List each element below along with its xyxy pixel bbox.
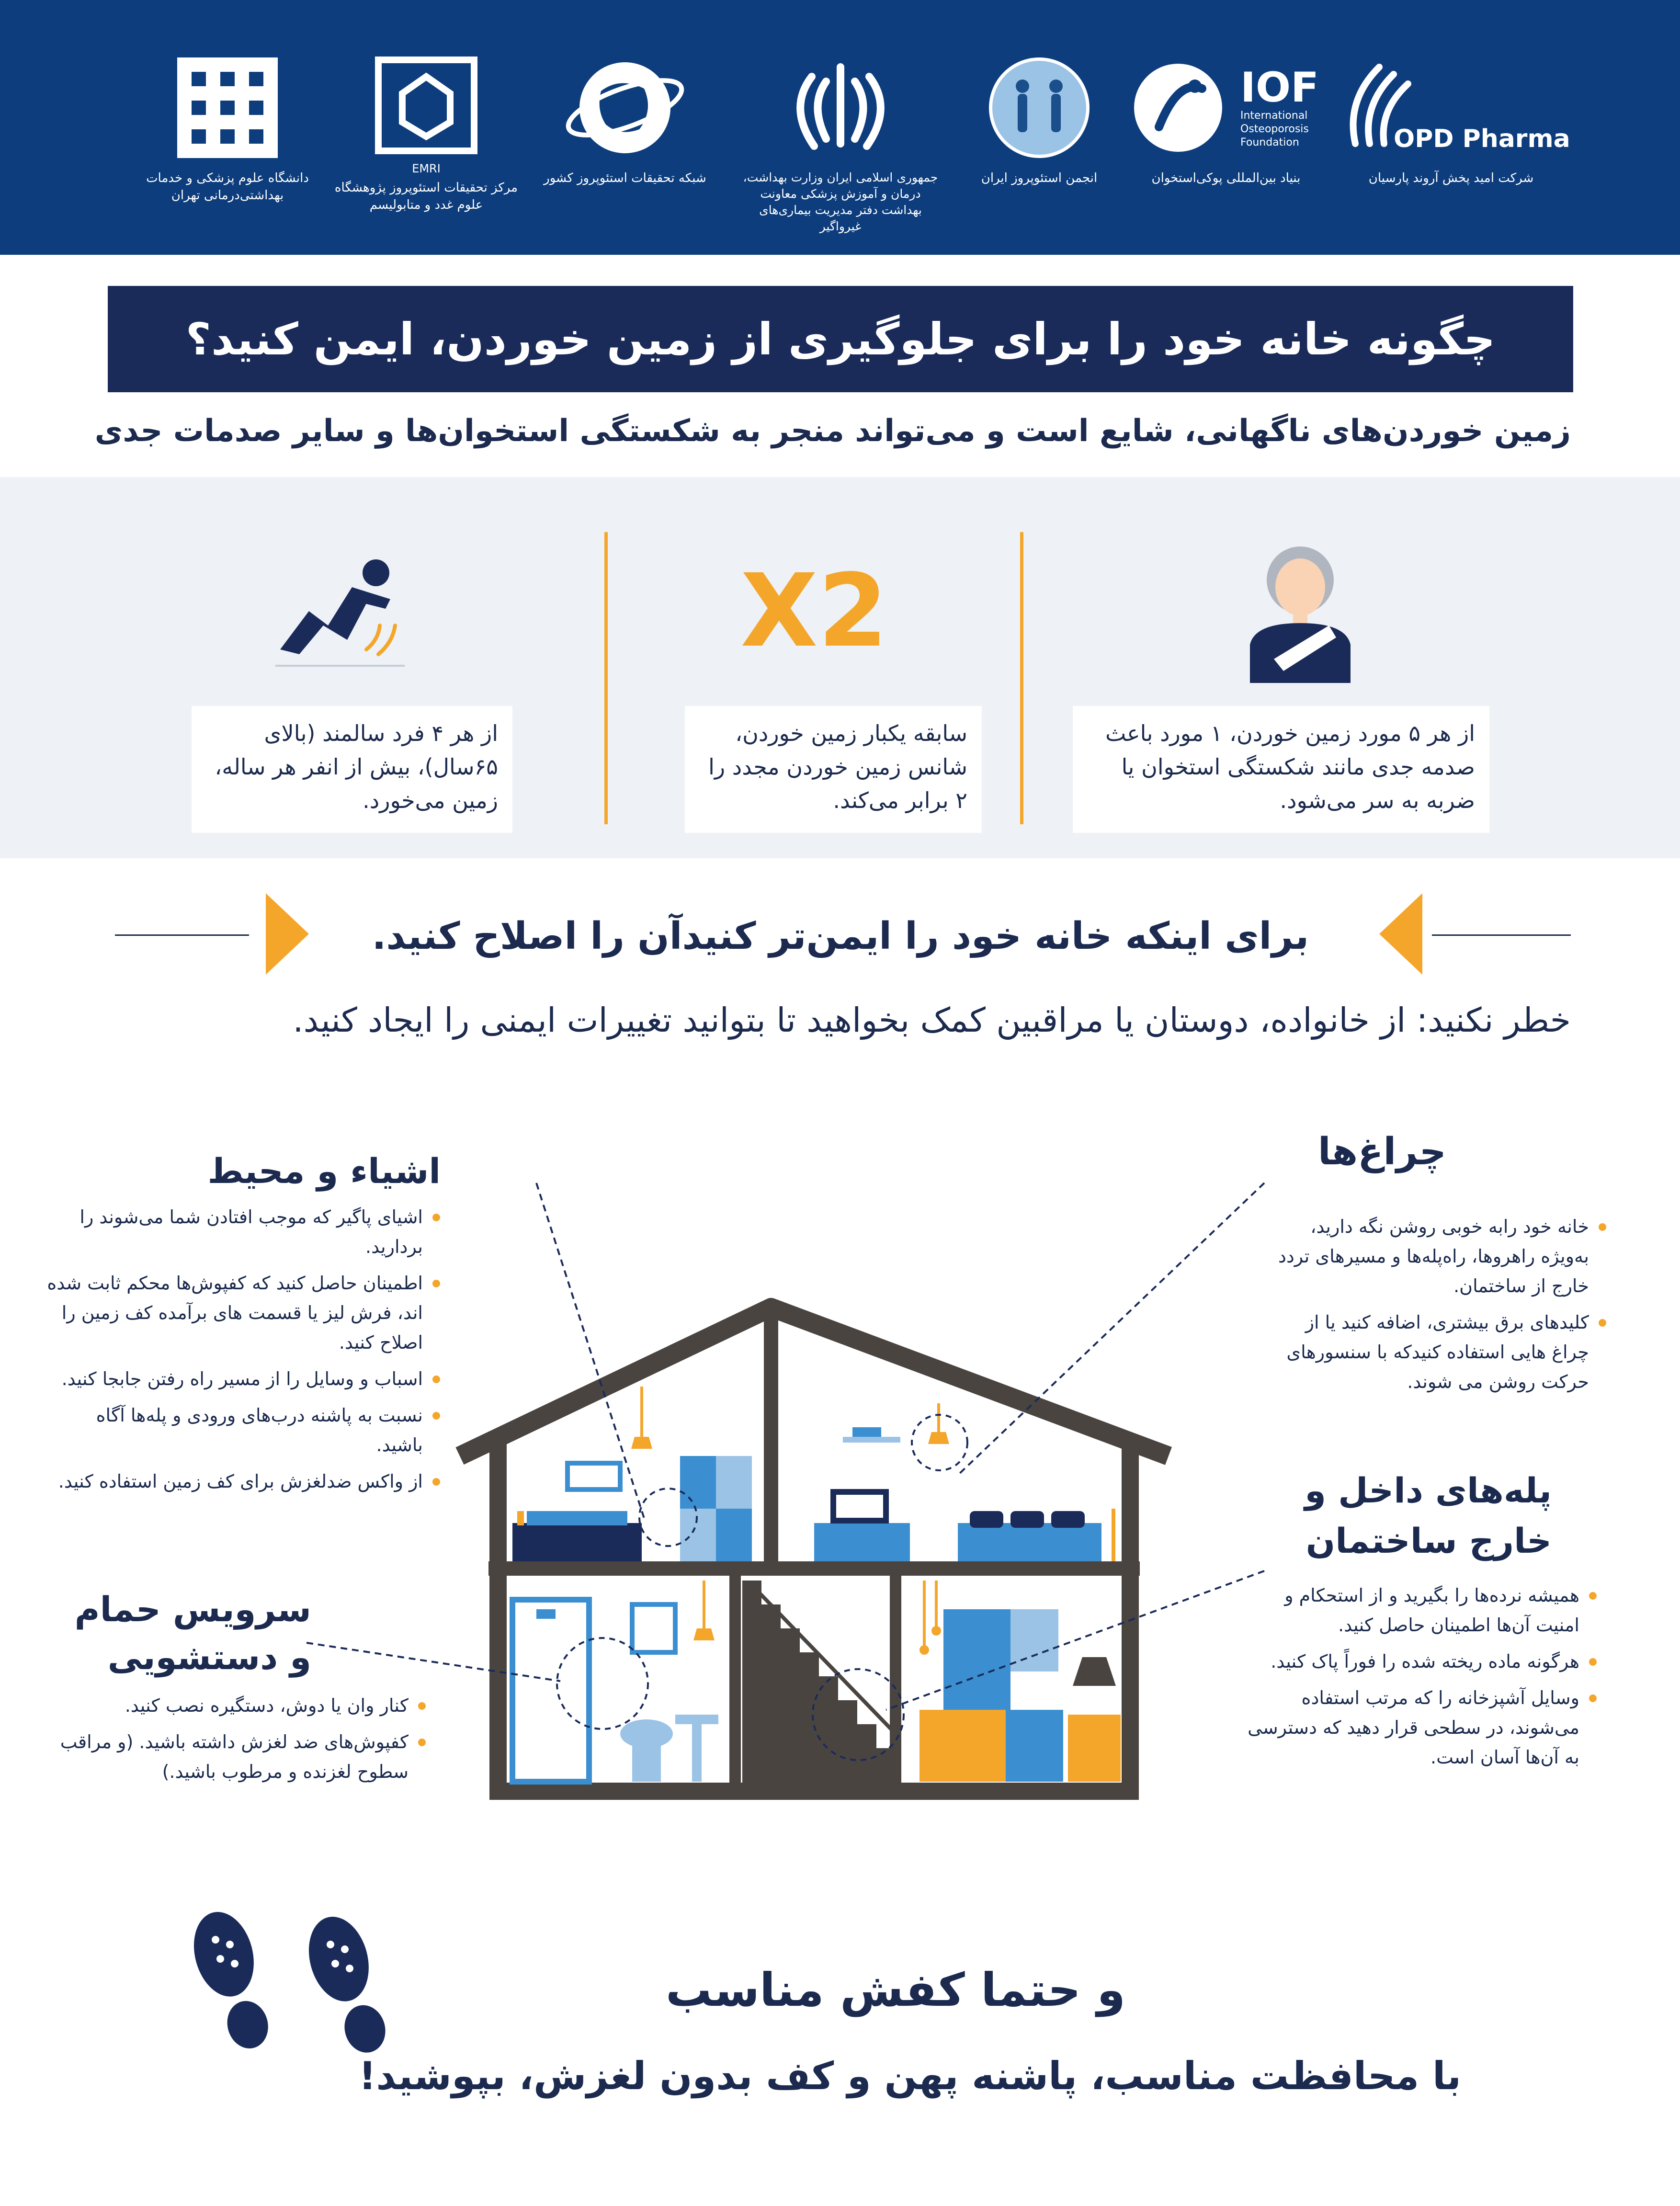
- stat-falls-per-year: از هر ۴ فرد سالمند (بالای ۶۵سال)، بیش از انفر هر ساله، زمین می‌خورد.: [192, 706, 512, 833]
- stairs-tip: همیشه نرده‌ها را بگیرید و از استحکام و امنیت آن‌ها اطمینان حاصل کنید.: [1245, 1581, 1600, 1640]
- objects-tip: اسباب و وسایل را از مسیر راه رفتن جابجا کنید.: [45, 1364, 443, 1394]
- stats-divider: [1020, 532, 1023, 824]
- objects-heading: اشیاء و محیط: [207, 1151, 441, 1191]
- divider-line: [1432, 934, 1571, 936]
- x2-figure: X2: [740, 552, 888, 670]
- objects-tip: اطمینان حاصل کنید که کفپوش‌ها محکم ثابت شده اند، فرش لیز یا قسمت های برآمده کف زمین را اصلاح کنید.: [45, 1268, 443, 1357]
- footer-title: و حتما کفش مناسب: [665, 1963, 1126, 2017]
- opd-mark: OPD Pharma: [1394, 125, 1570, 153]
- injured-elder-icon: [1245, 539, 1355, 683]
- lights-tips-list: [1264, 1212, 1609, 1403]
- objects-tip: اشیای پاگیر که موجب افتادن شما می‌شوند را بردارید.: [45, 1202, 443, 1262]
- bathroom-heading: سرویس حمام و دستشویی: [74, 1589, 311, 1677]
- objects-tips-list: [45, 1202, 443, 1503]
- stairs-tip: هرگونه ماده ریخته شده را فوراً پاک کنید.: [1245, 1647, 1600, 1676]
- ministry-caption: جمهوری اسلامی ایران وزارت بهداشت، درمان و آموزش پزشکی معاونت بهداشت دفتر مدیریت بیماری‌های غیرواگیر: [743, 171, 938, 233]
- iof-caption: بنیاد بین‌المللی پوکی‌استخوان: [1151, 171, 1301, 185]
- ministry-of-health-logo: [740, 53, 941, 239]
- bathroom-tip: کنار وان یا دوش، دستگیره نصب کنید.: [45, 1691, 429, 1720]
- stairs-tips-list: [1245, 1581, 1600, 1779]
- bathroom-tips-list: [45, 1691, 429, 1793]
- iof-mark-sub: International Osteoporosis Foundation: [1240, 110, 1309, 148]
- lights-tip: کلیدهای برق بیشتری، اضافه کنید یا از چراغ هایی استفاده کنیدکه با سنسورهای حرکت روشن می شوند.: [1264, 1308, 1609, 1397]
- divider-line: [115, 934, 249, 936]
- page-subtitle: زمین خوردن‌های ناگهانی، شایع است و می‌تواند منجر به شکستگی استخوان‌ها و سایر صدمات جدی: [94, 413, 1571, 449]
- emri-caption: مرکز تحقیقات استئوپروز پژوهشگاه علوم غدد و متابولیسم: [334, 181, 518, 212]
- opd-caption: شرکت امید پخش آروند پارسیان: [1368, 171, 1534, 185]
- stat-repeat-fall: سابقه یکبار زمین خوردن، شانس زمین خوردن مجدد را ۲ برابر می‌کند.: [685, 706, 982, 833]
- section-title: برای اینکه خانه خود را ایمن‌تر کنیدآن را اصلاح کنید.: [372, 915, 1309, 958]
- stairs-tip: وسایل آشپزخانه را که مرتب استفاده می‌شوند، در سطحی قرار دهید که دسترسی به آن‌ها آسان است.: [1245, 1683, 1600, 1772]
- tums-emblem-icon: [172, 53, 283, 163]
- leader-line-stairs: [886, 1571, 1264, 1710]
- stats-band: [0, 477, 1680, 858]
- stairs-heading: پله‌های داخل و خارج ساختمان: [1305, 1470, 1552, 1561]
- stats-divider: [604, 532, 608, 824]
- iof-mark: IOF: [1240, 64, 1319, 112]
- leader-line-objects: [536, 1183, 644, 1518]
- chevron-left-icon: [266, 893, 309, 975]
- section-subtitle: خطر نکنید: از خانواده، دوستان یا مراقبین کمک بخواهید تا بتوانید تغییرات ایمنی را ایجاد کنید.: [293, 1001, 1571, 1040]
- falling-person-icon: [271, 554, 414, 669]
- chevron-right-icon: [1379, 893, 1422, 975]
- society-caption: انجمن استئوپروز ایران: [981, 171, 1098, 185]
- iran-osteoporosis-society-logo: [939, 53, 1140, 239]
- leader-line-lights: [958, 1183, 1264, 1475]
- emri-logo: [326, 53, 527, 239]
- stat-serious-injury: از هر ۵ مورد زمین خوردن، ۱ مورد باعث صدمه جدی مانند شکستگی استخوان یا ضربه به سر می‌شود.: [1073, 706, 1489, 833]
- opd-pharma-logo: [1336, 53, 1570, 239]
- leader-line-bathroom: [306, 1643, 560, 1681]
- tums-logo: [127, 53, 328, 239]
- title-banner: [108, 286, 1573, 392]
- footer-subtitle: با محافظت مناسب، پاشنه پهن و کف بدون لغزش، بپوشید!: [358, 2054, 1462, 2098]
- lights-tip: خانه خود رابه خوبی روشن نگه دارید، به‌ویژه راهروها، راه‌پله‌ها و مسیرهای تردد خارج از ساختمان.: [1264, 1212, 1609, 1301]
- iof-logo: [1121, 53, 1331, 239]
- tums-caption: دانشگاه علوم پزشکی و خدمات بهداشتی‌درمانی تهران: [146, 171, 309, 203]
- bathroom-tip: کفپوش‌های ضد لغزش داشته باشید. (و مراقب سطوح لغزنده و مرطوب باشید.): [45, 1727, 429, 1786]
- iran-emblem-icon: [785, 53, 896, 163]
- network-caption: شبکه تحقیقات استئوپروز کشور: [544, 171, 706, 185]
- emri-mark: EMRI: [412, 162, 441, 175]
- iof-emblem-icon: [1130, 60, 1226, 156]
- emri-emblem-icon: [371, 53, 481, 163]
- society-figures-icon: [984, 53, 1094, 163]
- objects-tip: از واکس ضدلغزش برای کف زمین استفاده کنید.: [45, 1467, 443, 1496]
- objects-tip: نسبت به پاشنه درب‌های ورودی و پله‌ها آگاه باشید.: [45, 1400, 443, 1460]
- lights-heading: چراغ‌ها: [1317, 1130, 1446, 1173]
- page-title: چگونه خانه خود را برای جلوگیری از زمین خوردن، ایمن کنید؟: [185, 313, 1496, 365]
- osteoporosis-network-logo: [524, 53, 726, 239]
- iran-map-icon: [563, 53, 687, 163]
- header-banner: [0, 0, 1680, 255]
